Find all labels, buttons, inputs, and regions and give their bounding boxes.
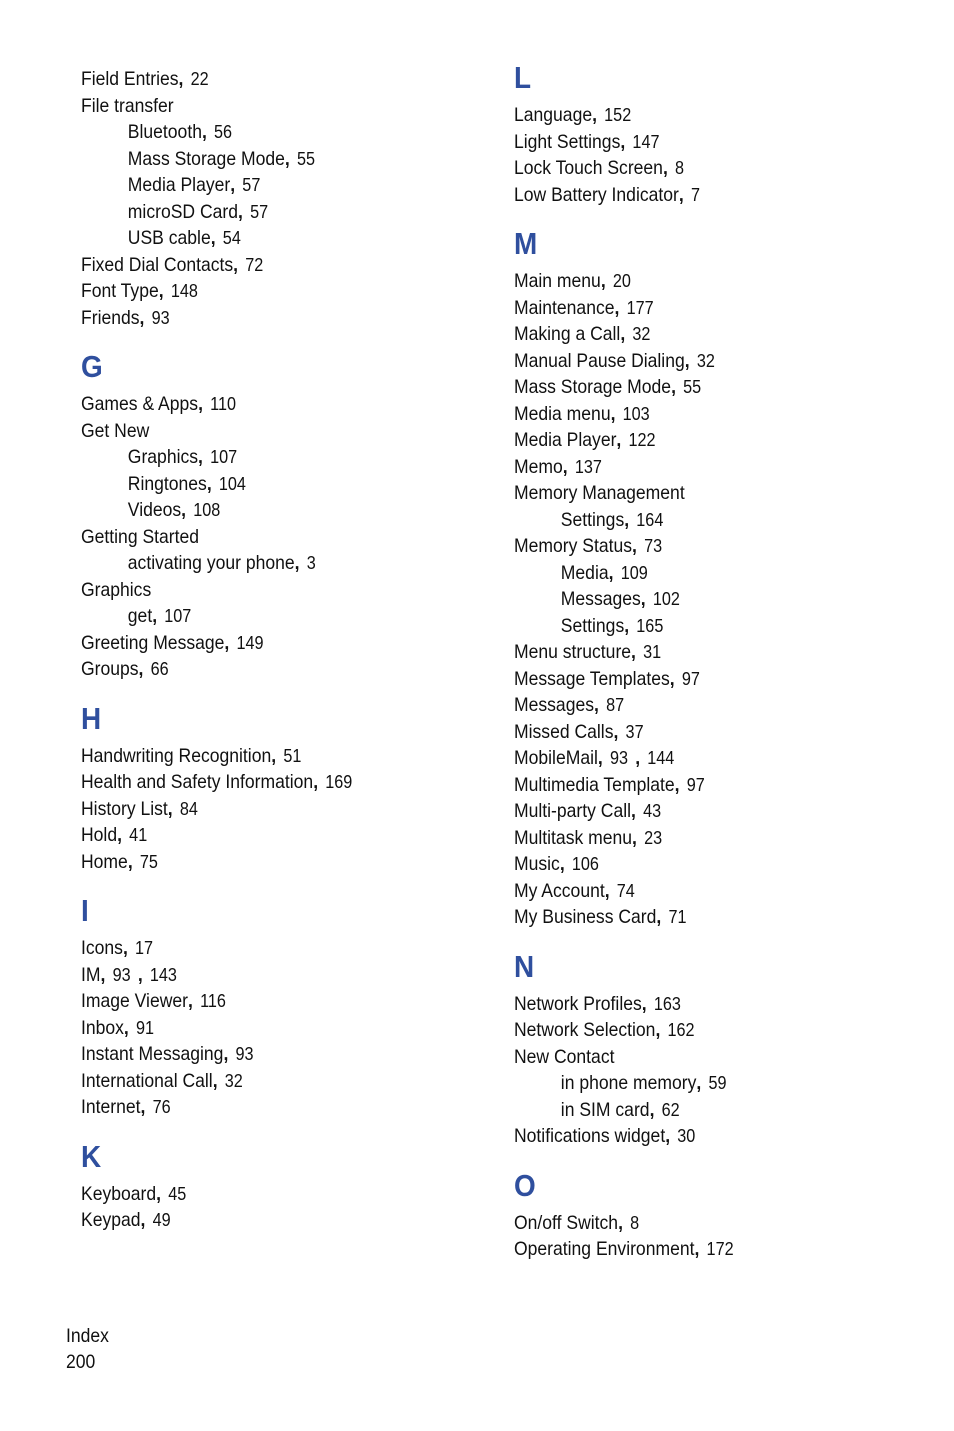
page-reference: 56	[214, 122, 233, 142]
index-entry	[514, 639, 892, 666]
index-term: get	[127, 605, 153, 627]
index-term: Fixed Dial Contacts	[81, 253, 234, 276]
index-entry	[514, 268, 892, 295]
index-entry	[514, 533, 892, 560]
page-separator: ,	[620, 323, 626, 345]
index-entry	[514, 1236, 892, 1263]
index-term: Image Viewer	[81, 990, 188, 1012]
page-reference: 93	[235, 1044, 254, 1064]
index-subentry	[514, 613, 892, 640]
page-reference: 8	[630, 1212, 640, 1233]
index-term: My Business Card	[514, 906, 657, 928]
section-letter-g: G	[81, 349, 103, 384]
page-separator: ,	[684, 349, 690, 372]
page-separator: ,	[138, 658, 144, 680]
index-entry	[514, 1044, 892, 1071]
page-reference: 84	[179, 798, 198, 819]
index-entry	[81, 796, 441, 823]
index-term: Media menu	[514, 402, 611, 425]
page-separator: ,	[592, 104, 597, 126]
page-separator: ,	[117, 824, 122, 846]
index-entry	[81, 278, 441, 305]
index-term: Get New	[81, 419, 150, 442]
page-reference: 107	[164, 606, 192, 626]
page-reference: 97	[681, 668, 700, 689]
page-reference: 87	[606, 695, 625, 715]
index-term: Making a Call	[514, 323, 621, 345]
index-entry	[514, 348, 892, 375]
index-entry	[81, 962, 441, 989]
page-reference: 8	[675, 158, 685, 178]
page-separator: ,	[597, 747, 603, 769]
index-entry	[81, 66, 441, 93]
page-separator: ,	[656, 906, 662, 928]
page-separator: ,	[127, 850, 133, 873]
page-reference: 73	[644, 536, 663, 556]
index-term: Keypad	[81, 1209, 141, 1231]
index-subentry	[514, 507, 892, 534]
index-subentry	[81, 172, 441, 199]
index-term: Health and Safety Information	[81, 771, 314, 793]
page-reference: 165	[636, 615, 664, 636]
page-reference: 74	[616, 880, 635, 901]
page-separator: ,	[237, 200, 243, 223]
page-reference: 55	[296, 148, 315, 169]
index-term: Instant Messaging	[81, 1043, 224, 1065]
index-subentry	[514, 1097, 892, 1124]
index-term: Ringtones	[127, 472, 207, 495]
page-reference: 116	[200, 991, 226, 1011]
page-reference: 97	[686, 774, 705, 795]
page-separator: ,	[187, 990, 193, 1012]
page-separator: ,	[100, 963, 106, 986]
index-entry	[81, 1041, 441, 1068]
page-separator: ,	[201, 121, 207, 143]
index-entry	[514, 155, 892, 182]
page-reference: 147	[632, 131, 660, 152]
index-entry	[514, 719, 892, 746]
index-term: USB cable	[127, 227, 211, 249]
page-reference: 32	[632, 324, 651, 344]
page-separator: ,	[198, 393, 203, 415]
index-entry	[514, 1017, 892, 1044]
page-reference: 149	[236, 632, 264, 653]
index-term: in SIM card	[560, 1098, 650, 1121]
index-term: Getting Started	[81, 525, 200, 548]
page-separator: ,	[649, 1098, 655, 1121]
page-separator: ,	[140, 1209, 146, 1231]
page-separator: ,	[152, 605, 158, 627]
page-reference: 103	[622, 403, 650, 424]
page-separator: ,	[613, 720, 619, 743]
page-separator: ,	[640, 588, 646, 610]
page-separator: ,	[158, 280, 164, 302]
index-term: Groups	[81, 658, 139, 680]
index-entry	[81, 1181, 441, 1208]
page-separator: ,	[122, 937, 128, 959]
page-reference: 93	[609, 748, 628, 768]
page-footer	[66, 1323, 109, 1375]
page-reference: 93	[112, 964, 131, 985]
index-term: MobileMail	[514, 747, 598, 769]
page-separator: ,	[624, 614, 630, 637]
index-term: Home	[81, 850, 128, 873]
index-term: Font Type	[81, 280, 159, 302]
page-separator: ,	[641, 992, 647, 1015]
page-reference: 75	[139, 851, 158, 872]
page-separator: ,	[678, 183, 684, 206]
page-reference: 66	[150, 659, 169, 679]
page-reference: 37	[625, 721, 644, 742]
index-term: Multitask menu	[514, 826, 633, 849]
index-term: Network Selection	[514, 1019, 656, 1041]
page-separator: ,	[694, 1238, 700, 1260]
page-separator: ,	[610, 402, 616, 425]
index-term: Mass Storage Mode	[127, 147, 285, 170]
index-term: Messages	[560, 588, 641, 610]
page-separator: ,	[665, 1125, 671, 1147]
page-reference: 41	[129, 825, 148, 845]
page-separator: ,	[662, 157, 668, 179]
index-entry	[81, 93, 441, 120]
index-entry	[81, 849, 441, 876]
page-reference: 164	[636, 509, 664, 530]
index-entry	[514, 427, 892, 454]
page-separator: ,	[669, 667, 675, 690]
page-reference: 57	[242, 175, 261, 195]
page-reference: 162	[667, 1020, 695, 1040]
index-entry	[514, 102, 892, 129]
page-separator: ,	[671, 376, 676, 398]
index-entry	[81, 252, 441, 279]
index-term: Greeting Message	[81, 631, 225, 654]
index-term: Keyboard	[81, 1182, 157, 1205]
index-term: Low Battery Indicator	[514, 183, 679, 206]
page-reference: 152	[604, 105, 632, 125]
index-subentry	[81, 225, 441, 252]
index-entry	[81, 1015, 441, 1042]
page-reference: 23	[644, 827, 663, 848]
page-separator: ,	[156, 1182, 162, 1205]
index-entry	[514, 666, 892, 693]
page-separator: ,	[616, 429, 622, 451]
index-entry	[81, 630, 441, 657]
page-separator: ,	[271, 744, 277, 767]
index-subentry	[81, 199, 441, 226]
page-separator: ,	[631, 800, 636, 822]
index-entry	[514, 374, 892, 401]
index-term: Bluetooth	[127, 121, 202, 143]
page-reference: 31	[643, 642, 662, 662]
page-reference: 108	[193, 500, 221, 520]
index-term: Message Templates	[514, 667, 670, 690]
index-term: History List	[81, 797, 168, 820]
index-term: Main menu	[514, 270, 601, 292]
index-term: IM	[81, 963, 101, 986]
page-separator: ,	[600, 270, 606, 292]
page-reference: 59	[708, 1073, 727, 1093]
index-entry	[81, 1068, 441, 1095]
index-subentry	[81, 444, 441, 471]
page-separator: ,	[631, 641, 636, 663]
index-entry	[81, 656, 441, 683]
page-separator: ,	[294, 552, 300, 574]
index-term: Videos	[127, 499, 182, 521]
page-separator: ,	[593, 694, 599, 716]
index-term: Friends	[81, 306, 140, 329]
footer-section-label: Index	[66, 1325, 109, 1347]
page-separator: ,	[123, 1016, 129, 1039]
page-reference: 62	[661, 1099, 680, 1120]
index-term: Graphics	[81, 578, 152, 601]
index-term: Multi-party Call	[514, 800, 632, 822]
index-term: Settings	[560, 614, 625, 637]
index-term: Maintenance	[514, 296, 615, 319]
page-reference: 163	[653, 993, 681, 1014]
page-separator: ,	[604, 879, 610, 902]
section-letter-l: L	[514, 60, 532, 95]
page-separator: ,	[198, 446, 203, 468]
page-reference: 45	[168, 1183, 187, 1204]
section-letter-i: I	[81, 893, 89, 928]
page-separator: ,	[224, 631, 230, 654]
page-reference: 43	[643, 801, 662, 821]
index-term: File transfer	[81, 94, 174, 117]
page-reference: 3	[306, 553, 316, 573]
footer-page-number: 200	[66, 1351, 96, 1373]
index-term: Media Player	[514, 429, 617, 451]
index-term: Internet	[81, 1096, 141, 1118]
index-term: in phone memory	[560, 1072, 697, 1094]
page-reference: 32	[224, 1070, 243, 1091]
index-right-column	[514, 60, 934, 1263]
page-separator: ,	[233, 253, 239, 276]
page-reference: 91	[136, 1017, 155, 1038]
page-separator: ,	[230, 174, 236, 196]
page-separator: ,	[674, 773, 680, 796]
page-reference: 122	[628, 430, 656, 450]
index-entry	[81, 743, 441, 770]
page-separator: ,	[655, 1019, 661, 1041]
index-subentry	[81, 497, 441, 524]
index-left-column	[81, 66, 481, 1234]
index-term: Light Settings	[514, 130, 621, 153]
index-term: Games & Apps	[81, 393, 199, 415]
index-entry	[81, 305, 441, 332]
page-reference: 177	[626, 297, 654, 318]
index-subentry	[81, 550, 441, 577]
index-subentry	[81, 119, 441, 146]
page-separator: ,	[624, 508, 630, 531]
page-reference: 20	[612, 271, 631, 291]
page-separator: ,	[206, 472, 212, 495]
page-separator: ,	[635, 747, 641, 769]
page-separator: ,	[284, 147, 290, 170]
section-letter-n: N	[514, 948, 535, 984]
index-entry	[514, 182, 892, 209]
index-entry	[514, 991, 892, 1018]
index-term: On/off Switch	[514, 1211, 619, 1234]
page-reference: 106	[571, 854, 599, 874]
index-entry	[81, 524, 441, 551]
index-term: Hold	[81, 824, 118, 846]
index-entry	[81, 935, 441, 962]
page-reference: 32	[696, 350, 715, 371]
index-term: microSD Card	[127, 200, 238, 223]
index-term: Field Entries	[81, 68, 179, 90]
page-reference: 143	[149, 964, 177, 985]
index-term: Media	[560, 561, 609, 584]
index-subentry	[514, 560, 892, 587]
page-reference: 54	[222, 228, 241, 248]
index-subentry	[81, 146, 441, 173]
index-term: Media Player	[127, 174, 231, 196]
page-separator: ,	[608, 561, 614, 584]
page-reference: 104	[218, 473, 246, 494]
page-reference: 71	[668, 907, 687, 927]
section-letter-k: K	[81, 1138, 102, 1174]
page-separator: ,	[223, 1043, 229, 1065]
index-term: Music	[514, 853, 560, 875]
page-separator: ,	[181, 499, 187, 521]
index-term: Icons	[81, 937, 123, 959]
page-separator: ,	[696, 1072, 702, 1094]
page-reference: 51	[283, 745, 302, 766]
index-term: My Account	[514, 879, 605, 902]
index-entry	[514, 904, 892, 931]
page-reference: 110	[210, 394, 236, 414]
index-entry	[514, 772, 892, 799]
index-entry	[514, 454, 892, 481]
index-term: Memory Management	[514, 482, 685, 504]
page-reference: 148	[170, 281, 198, 301]
index-term: Operating Environment	[514, 1238, 695, 1260]
index-term: Handwriting Recognition	[81, 744, 272, 767]
index-entry	[514, 798, 892, 825]
index-term: Lock Touch Screen	[514, 157, 663, 179]
page-separator: ,	[139, 306, 145, 329]
page-separator: ,	[618, 1211, 623, 1234]
index-term: New Contact	[514, 1045, 615, 1068]
index-entry	[81, 418, 441, 445]
index-entry	[81, 769, 441, 796]
page-separator: ,	[562, 455, 568, 478]
page-separator: ,	[614, 296, 620, 319]
index-term: Mass Storage Mode	[514, 376, 672, 398]
index-entry	[81, 391, 441, 418]
index-subentry	[514, 586, 892, 613]
index-entry	[81, 822, 441, 849]
page-reference: 30	[677, 1126, 696, 1146]
index-term: Graphics	[127, 446, 199, 468]
index-entry	[81, 577, 441, 604]
index-subentry	[81, 603, 441, 630]
page-separator: ,	[137, 963, 143, 986]
index-term: International Call	[81, 1069, 213, 1092]
index-entry	[514, 480, 892, 507]
index-entry	[514, 401, 892, 428]
index-entry	[514, 878, 892, 905]
index-term: Memo	[514, 455, 563, 478]
index-entry	[514, 745, 892, 772]
index-term: Menu structure	[514, 641, 632, 663]
page-reference: 169	[325, 772, 353, 792]
index-entry	[514, 1123, 892, 1150]
page-reference: 93	[151, 307, 170, 328]
page-reference: 102	[652, 589, 680, 609]
page-separator: ,	[632, 826, 637, 849]
page-reference: 17	[135, 938, 154, 958]
index-subentry	[81, 471, 441, 498]
index-term: Multimedia Template	[514, 773, 675, 796]
index-term: Memory Status	[514, 535, 633, 557]
page-separator: ,	[178, 68, 184, 90]
page-reference: 109	[620, 562, 648, 583]
index-term: Messages	[514, 694, 594, 716]
page-reference: 107	[210, 447, 238, 467]
page-separator: ,	[559, 853, 565, 875]
page-reference: 144	[647, 748, 675, 768]
index-entry	[81, 1094, 441, 1121]
index-subentry	[514, 1070, 892, 1097]
index-term: Language	[514, 104, 593, 126]
index-term: activating your phone	[127, 552, 295, 574]
index-term: Settings	[560, 508, 625, 531]
section-letter-o: O	[514, 1167, 536, 1203]
index-entry	[81, 988, 441, 1015]
index-term: Missed Calls	[514, 720, 614, 743]
page-separator: ,	[212, 1069, 218, 1092]
index-term: Notifications widget	[514, 1125, 666, 1147]
section-letter-h: H	[81, 700, 102, 736]
page-reference: 137	[574, 456, 602, 477]
page-reference: 22	[190, 69, 209, 89]
page-separator: ,	[632, 535, 637, 557]
page-reference: 49	[152, 1210, 171, 1230]
index-entry	[514, 129, 892, 156]
page-reference: 76	[152, 1097, 171, 1117]
page-reference: 172	[706, 1239, 734, 1259]
index-entry	[514, 1210, 892, 1237]
page-separator: ,	[210, 227, 216, 249]
page-reference: 57	[250, 201, 269, 222]
index-term: Inbox	[81, 1016, 124, 1039]
page-reference: 7	[690, 184, 700, 205]
page-reference: 72	[245, 254, 264, 275]
index-entry	[514, 825, 892, 852]
index-term: Network Profiles	[514, 992, 642, 1015]
index-entry	[514, 851, 892, 878]
page-separator: ,	[313, 771, 319, 793]
page-separator: ,	[167, 797, 173, 820]
index-entry	[514, 692, 892, 719]
index-entry	[81, 1207, 441, 1234]
section-letter-m: M	[514, 226, 538, 261]
page-separator: ,	[620, 130, 626, 153]
index-entry	[514, 321, 892, 348]
page-separator: ,	[140, 1096, 146, 1118]
index-term: Manual Pause Dialing	[514, 349, 685, 372]
page-reference: 55	[683, 377, 702, 397]
index-entry	[514, 295, 892, 322]
